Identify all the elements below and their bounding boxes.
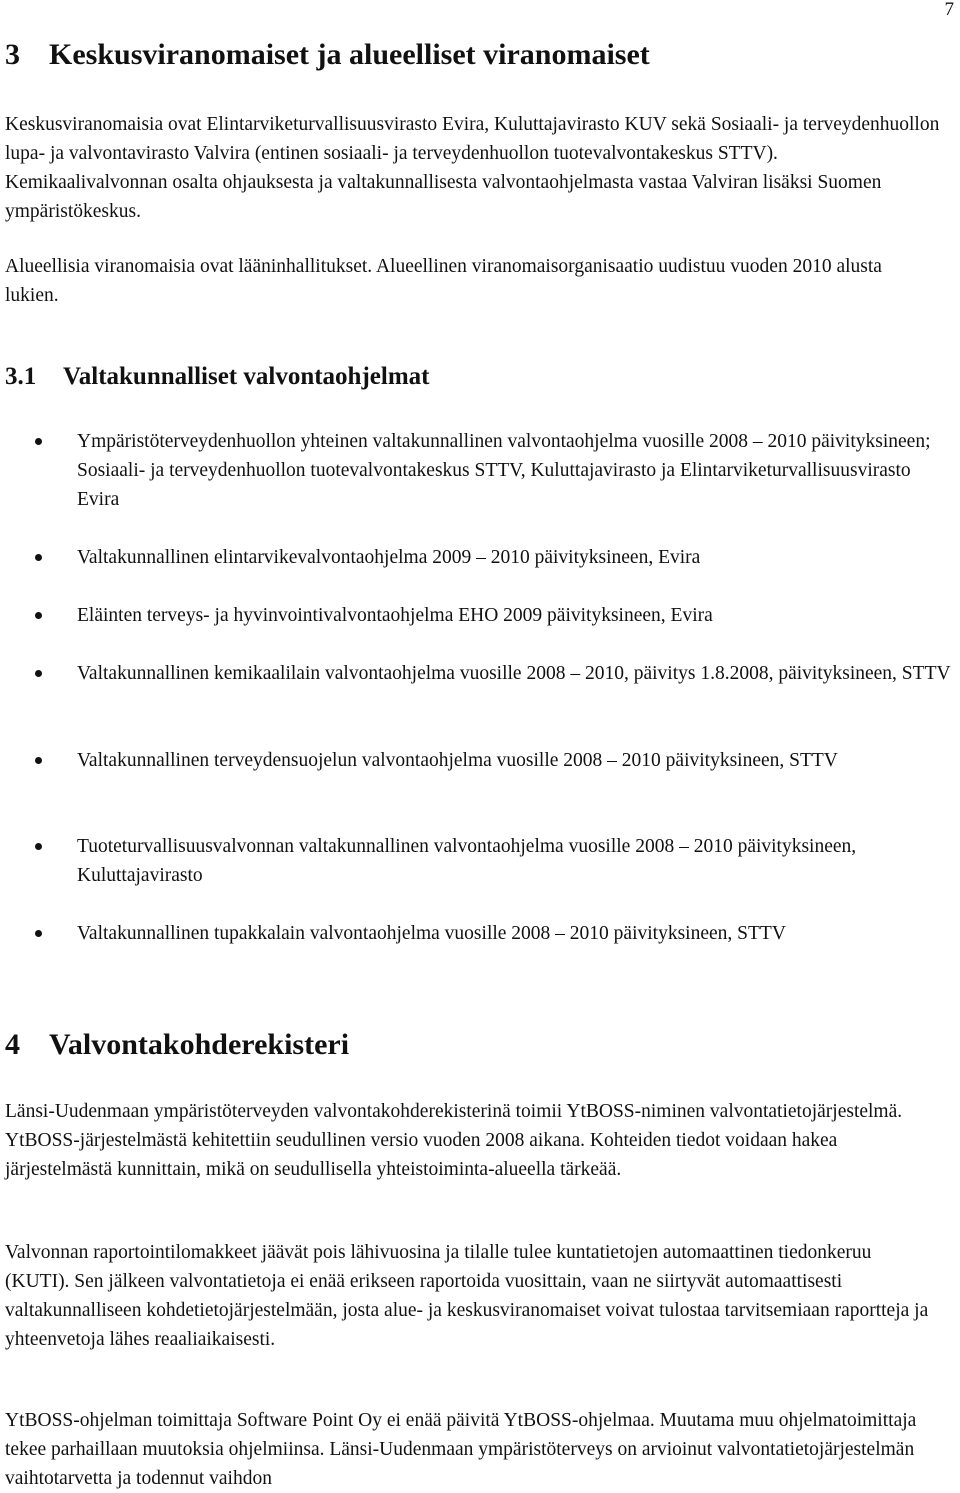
section-3-title: Keskusviranomaiset ja alueelliset viranomaiset: [49, 38, 650, 71]
section-4-number: 4: [5, 1028, 20, 1061]
list-item-text: Valtakunnallinen terveydensuojelun valvontaohjelma vuosille 2008 – 2010 päivityksineen, STTV: [77, 750, 838, 771]
section-4-title: Valvontakohderekisteri: [49, 1028, 350, 1061]
bullet-icon: [35, 930, 42, 937]
bullet-icon: [35, 757, 42, 764]
section-3-paragraph-2: Alueellisia viranomaisia ovat lääninhallitukset. Alueellinen viranomaisorganisaatio uudistuu vuoden 2010 alusta lukien.: [5, 256, 882, 306]
bullet-icon: [35, 554, 42, 561]
section-3-1-number: 3.1: [5, 363, 37, 390]
list-item-text: Ympäristöterveydenhuollon yhteinen valtakunnallinen valvontaohjelma vuosille 2008 – 2010 päivityksineen; Sosiaali- ja terveydenhuollon tuotevalvontakeskus STTV, Kuluttajavirasto ja Elintarviketurvallisuusvirasto Evira: [77, 431, 931, 510]
section-4-heading: [5, 1028, 349, 1062]
list-item-text: Valtakunnallinen tupakkalain valvontaohjelma vuosille 2008 – 2010 päivityksineen, STTV: [77, 923, 786, 944]
bullet-icon: [35, 670, 42, 677]
list-item-text: Tuoteturvallisuusvalvonnan valtakunnallinen valvontaohjelma vuosille 2008 – 2010 päivityksineen, Kuluttajavirasto: [77, 836, 857, 886]
section-3-1-heading: [5, 362, 429, 392]
section-3-number: 3: [5, 38, 20, 71]
page-number: 7: [944, 0, 954, 20]
list-item-text: Valtakunnallinen kemikaalilain valvontaohjelma vuosille 2008 – 2010, päivitys 1.8.2008, päivityksineen, STTV: [77, 663, 951, 684]
section-3-1-title: Valtakunnalliset valvontaohjelmat: [63, 363, 430, 390]
list-item-text: Eläinten terveys- ja hyvinvointivalvontaohjelma EHO 2009 päivityksineen, Evira: [77, 605, 713, 626]
section-4-paragraph-1: Länsi-Uudenmaan ympäristöterveyden valvontakohderekisterinä toimii YtBOSS-niminen valvontatietojärjestelmä. YtBOSS-järjestelmästä kehitettiin seudullinen versio vuoden 2008 aikana. Kohteiden tiedot voidaan hakea järjestelmästä kunnittain, mikä on seudullisella yhteistoiminta-alueella tärkeää.: [5, 1101, 903, 1180]
section-4-paragraph-3: YtBOSS-ohjelman toimittaja Software Point Oy ei enää päivitä YtBOSS-ohjelmaa. Muutama muu ohjelmatoimittaja tekee parhaillaan muutoksia ohjelmiinsa. Länsi-Uudenmaan ympäristöterveys on arvioinut valvontatietojärjestelmän vaihtotarvetta ja todennut vaihdon: [5, 1410, 917, 1489]
list-item-text: Valtakunnallinen elintarvikevalvontaohjelma 2009 – 2010 päivityksineen, Evira: [77, 547, 701, 568]
bullet-icon: [35, 612, 42, 619]
section-3-paragraph-1: Keskusviranomaisia ovat Elintarviketurvallisuusvirasto Evira, Kuluttajavirasto KUV sekä Sosiaali- ja terveydenhuollon lupa- ja valvontavirasto Valvira (entinen sosiaali- ja terveydenhuollon tuotevalvontakeskus STTV). Kemikaalivalvonnan osalta ohjauksesta ja valtakunnallisesta valvontaohjelmasta vastaa Valviran lisäksi Suomen ympäristökeskus.: [5, 114, 940, 222]
bullet-icon: [35, 438, 42, 445]
section-4-paragraph-2: Valvonnan raportointilomakkeet jäävät pois lähivuosina ja tilalle tulee kuntatietojen automaattinen tiedonkeruu (KUTI). Sen jälkeen valvontatietoja ei enää erikseen raportoida vuosittain, vaan ne siirtyvät automaattisesti valtakunnalliseen kohdetietojärjestelmään, josta alue- ja keskusviranomaiset voivat tulostaa tarvitsemiaan raportteja ja yhteenvetoja lähes reaaliaikaisesti.: [5, 1242, 929, 1350]
section-3-heading: [5, 38, 650, 72]
bullet-icon: [35, 843, 42, 850]
